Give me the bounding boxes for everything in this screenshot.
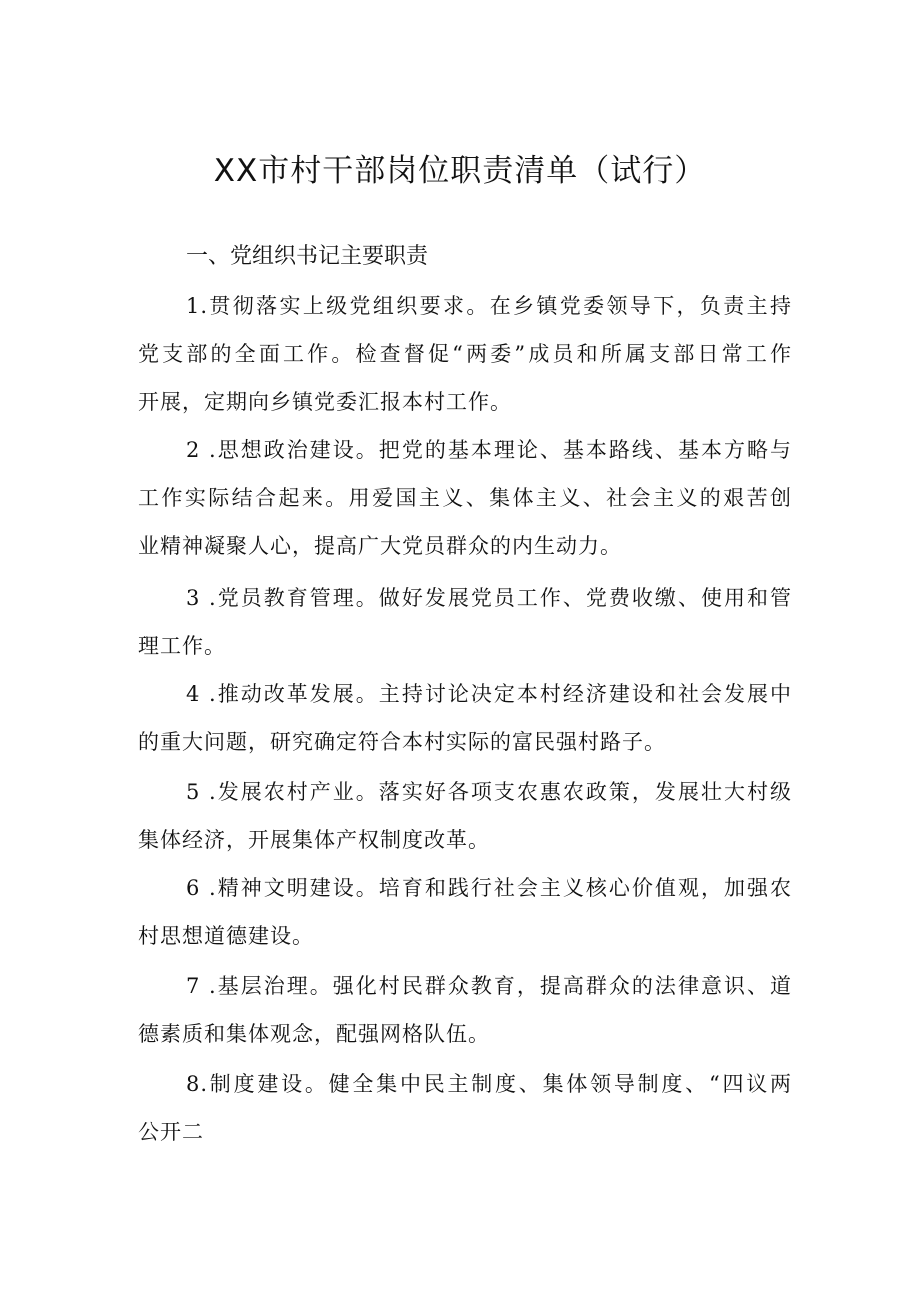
paragraph-line: 党支部的全面工作。检查督促“两委”成员和所属支部日常工作 bbox=[138, 342, 792, 366]
paragraph-line: 7 .基层治理。强化村民群众教育，提高群众的法律意识、道 bbox=[186, 974, 792, 998]
paragraph-line: 5 .发展农村产业。落实好各项支农惠农政策，发展壮大村级 bbox=[186, 780, 792, 804]
paragraph-line: 理工作。 bbox=[138, 634, 226, 658]
paragraph-line: 4 .推动改革发展。主持讨论决定本村经济建设和社会发展中 bbox=[186, 682, 792, 706]
paragraph-line: 3 .党员教育管理。做好发展党员工作、党费收缴、使用和管 bbox=[186, 586, 792, 610]
paragraph-line: 开展，定期向乡镇党委汇报本村工作。 bbox=[138, 390, 512, 414]
paragraph-line: 集体经济，开展集体产权制度改革。 bbox=[138, 828, 490, 852]
paragraph-line: 工作实际结合起来。用爱国主义、集体主义、社会主义的艰苦创 bbox=[138, 486, 792, 510]
paragraph-line: 业精神凝聚人心，提高广大党员群众的内生动力。 bbox=[138, 534, 622, 558]
paragraph-line: 村思想道德建设。 bbox=[138, 924, 314, 948]
paragraph-line: 的重大问题，研究确定符合本村实际的富民强村路子。 bbox=[138, 730, 666, 754]
paragraph-line: 公开二 bbox=[138, 1120, 204, 1144]
document-title: XX市村干部岗位职责清单（试行） bbox=[213, 153, 707, 189]
paragraph-line: 8.制度建设。健全集中民主制度、集体领导制度、“四议两 bbox=[186, 1072, 792, 1096]
paragraph-line: 2 .思想政治建设。把党的基本理论、基本路线、基本方略与 bbox=[186, 438, 792, 462]
paragraph-line: 6 .精神文明建设。培育和践行社会主义核心价值观，加强农 bbox=[186, 876, 792, 900]
paragraph-line: 德素质和集体观念，配强网格队伍。 bbox=[138, 1022, 490, 1046]
paragraph-line: 1.贯彻落实上级党组织要求。在乡镇党委领导下，负责主持 bbox=[186, 294, 792, 318]
section-heading: 一、党组织书记主要职责 bbox=[186, 244, 429, 269]
